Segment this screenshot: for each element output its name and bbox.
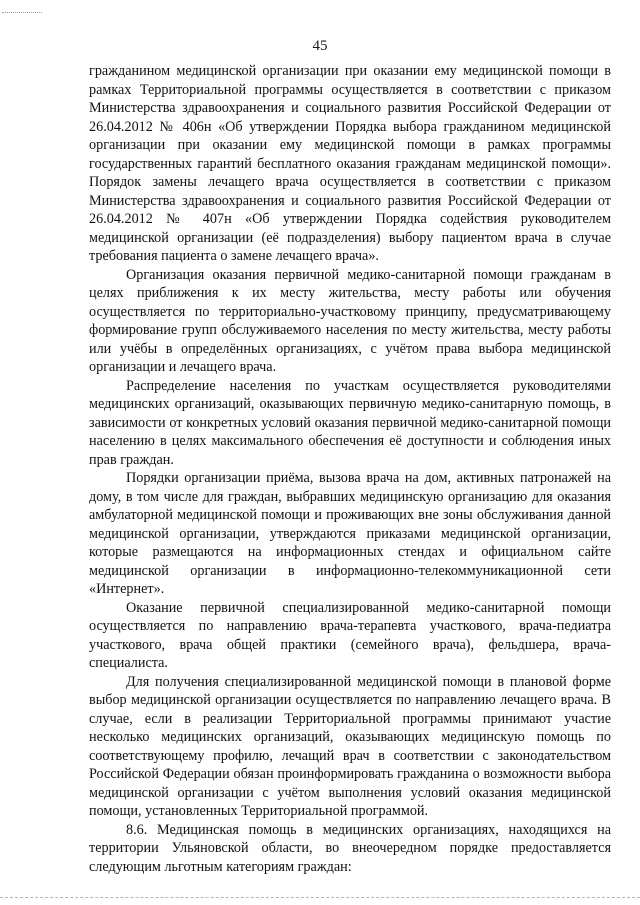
page-number: 45 [312, 38, 328, 54]
paragraph-continuation: гражданином медицинской организации при оказании ему медицинской помощи в рамках Территориальной программы осуществляется в соответствии с приказом Министерства здравоохранения и социального развития Российской Федерации от 26.04.2012 № 406н «Об утверждении Порядка выбора гражданином медицинской организации при оказании ему медицинской помощи в рамках программы государственных гарантий бесплатного оказания гражданам медицинской помощи». Порядок замены лечащего врача осуществляется в соответствии с приказом Министерства здравоохранения и социального развития Российской Федерации от 26.04.2012 № 407н «Об утверждении Порядка содействия руководителем медицинской организации (её подразделения) выбору пациентом врача в случае требования пациента о замене лечащего врача». [89, 63, 611, 264]
paragraph-primary-care-organization: Организация оказания первичной медико-санитарной помощи гражданам в целях приближения к их месту жительства, месту работы или обучения осуществляется по территориально-участковому принципу, предусматривающему формирование групп обслуживаемого населения по месту жительства, месту работы или учёбы в определённых организациях, с учётом права выбора медицинской организации и лечащего врача. [89, 266, 611, 375]
paragraph-specialized-primary-care: Оказание первичной специализированной медико-санитарной помощи осуществляется по направлению врача-терапевта участкового, врача-педиатра участкового, врача общей практики (семейного врача), фельдшера, врача-специалиста. [89, 599, 611, 671]
paragraph-specialized-care-selection: Для получения специализированной медицинской помощи в плановой форме выбор медицинской организации осуществляется по направлению лечащего врача. В случае, если в реализации Территориальной программы принимают участие несколько медицинских организаций, оказывающих медицинскую помощь по соответствующему профилю, лечащий врач в соответствии с законодательством Российской Федерации обязан проинформировать гражданина о возможности выбора медицинской организации с учётом выполнения условий оказания медицинской помощи, установленных Территориальной программой. [89, 673, 611, 819]
paragraph-section-8-6: 8.6. Медицинская помощь в медицинских организациях, находящихся на территории Ульяновской области, во внеочередном порядке предоставляется следующим льготным категориям граждан: [89, 821, 611, 875]
scan-corner-mark [2, 12, 42, 13]
paragraph-population-distribution: Распределение населения по участкам осуществляется руководителями медицинских организаций, оказывающих первичную медико-санитарную помощь, в зависимости от конкретных условий оказания первичной медико-санитарной помощи населению в целях максимального обеспечения её доступности и соблюдения иных прав граждан. [89, 377, 611, 468]
document-body [89, 62, 611, 876]
paragraph-reception-procedures: Порядки организации приёма, вызова врача на дом, активных патронажей на дому, в том числе для граждан, выбравших медицинскую организацию для оказания амбулаторной медицинской помощи и проживающих вне зоны обслуживания данной медицинской организации, утверждаются приказами медицинской организации, которые размещаются на информационных стендах и официальном сайте медицинской организации в информационно-телекоммуникационной сети «Интернет». [89, 470, 611, 597]
scan-bottom-edge [0, 897, 640, 898]
